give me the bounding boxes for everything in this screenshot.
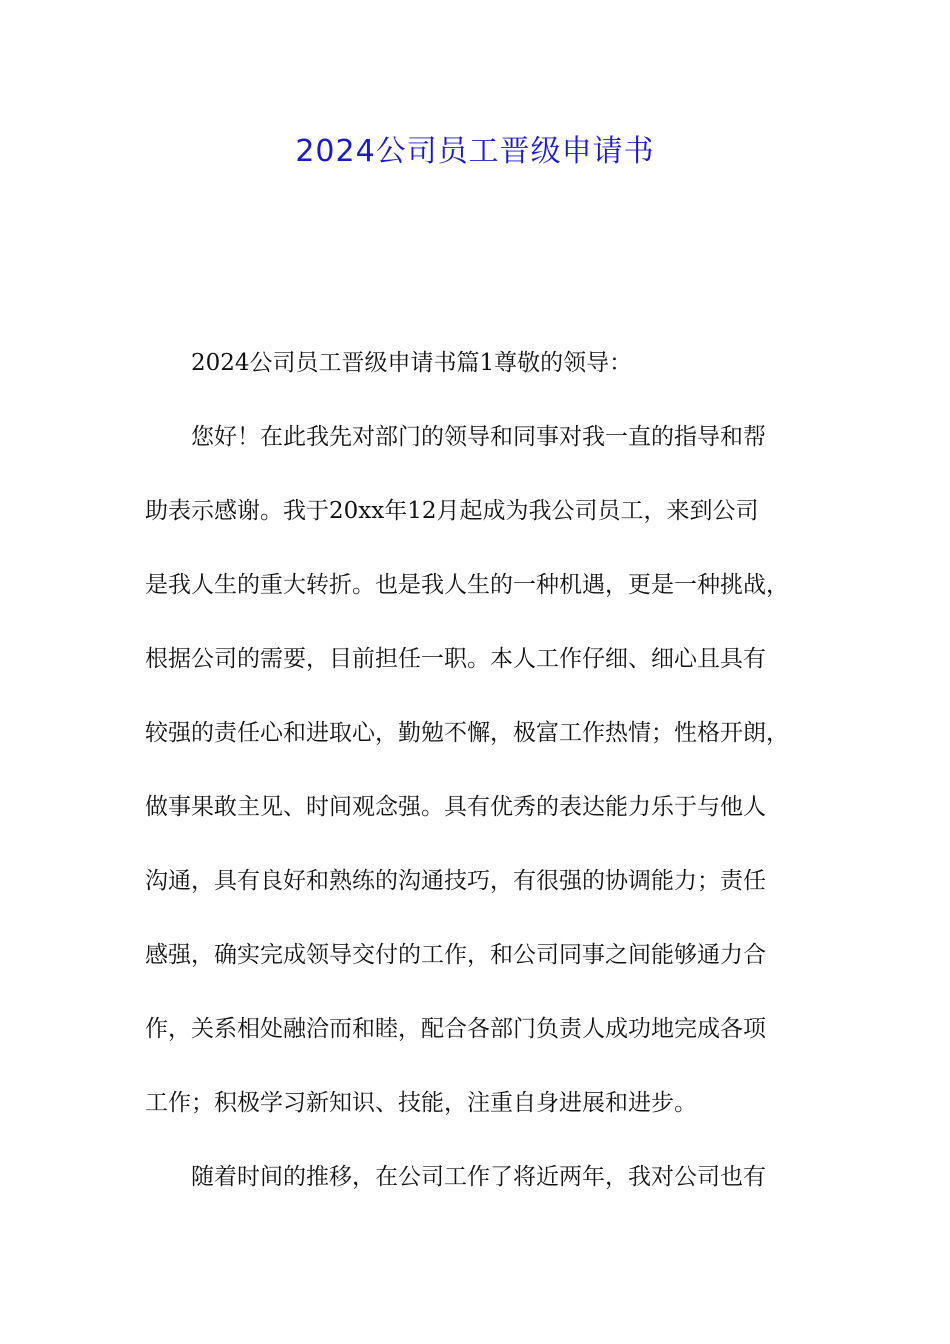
document-body [145, 334, 825, 1222]
paragraph-2-line-6: 做事果敢主见、时间观念强。具有优秀的表达能力乐于与他人 [145, 794, 766, 820]
paragraph-2-line-8: 感强，确实完成领导交付的工作，和公司同事之间能够通力合 [145, 942, 766, 968]
paragraph-2-line-7: 沟通，具有良好和熟练的沟通技巧，有很强的协调能力；责任 [145, 868, 766, 894]
document-title: 2024公司员工晋级申请书 [295, 134, 655, 169]
paragraph-2-line-5: 较强的责任心和进取心，勤勉不懈，极富工作热情；性格开朗， [145, 720, 789, 746]
paragraph-2-line-3: 是我人生的重大转折。也是我人生的一种机遇，更是一种挑战， [145, 572, 789, 598]
paragraph-2-line-1: 您好！在此我先对部门的领导和同事对我一直的指导和帮 [191, 424, 766, 450]
paragraph-2-line-10: 工作；积极学习新知识、技能，注重自身进展和进步。 [145, 1090, 697, 1116]
paragraph-2-line-9: 作，关系相处融洽而和睦，配合各部门负责人成功地完成各项 [145, 1016, 766, 1042]
paragraph-2-line-4: 根据公司的需要，目前担任一职。本人工作仔细、细心且具有 [145, 646, 766, 672]
paragraph-1-line-1: 2024公司员工晋级申请书篇1尊敬的领导： [191, 350, 633, 376]
paragraph-2-line-2: 助表示感谢。我于20xx年12月起成为我公司员工，来到公司 [145, 498, 759, 524]
paragraph-3-line-1: 随着时间的推移，在公司工作了将近两年，我对公司也有 [191, 1164, 766, 1190]
